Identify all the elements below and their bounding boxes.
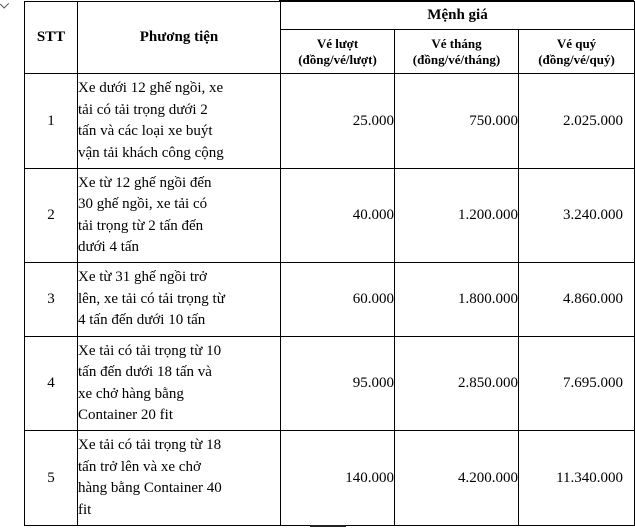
vehicle-line: Xe tải có tải trọng từ 10	[78, 342, 222, 359]
vehicle-line: fit	[78, 501, 92, 518]
header-trip-title: Vé lượt	[316, 35, 359, 51]
vehicle-line: tải trọng từ 2 tấn đến	[78, 217, 204, 234]
vehicle-line: Xe từ 12 ghế ngồi đến	[78, 174, 212, 191]
row-vehicle	[78, 74, 281, 169]
vehicle-line: Xe từ 31 ghế ngồi trở	[78, 269, 207, 286]
row-stt: 1	[25, 74, 78, 169]
vehicle-line: hàng bằng Container 40	[78, 480, 222, 496]
header-denomination: Mệnh giá	[281, 2, 635, 30]
vehicle-line: xe chở hàng bằng	[78, 385, 184, 402]
header-quarter-ticket	[519, 30, 635, 74]
row-month-price: 2.850.000	[395, 337, 519, 431]
table-row	[25, 263, 635, 337]
row-stt: 3	[25, 263, 78, 337]
row-month-price: 1.800.000	[395, 263, 519, 337]
header-quarter-title: Vé quý	[556, 35, 597, 51]
row-month-price: 750.000	[395, 74, 519, 169]
vehicle-line: tấn đến dưới 18 tấn và	[78, 364, 212, 380]
vehicle-line: Xe tải có tải trọng từ 18	[78, 437, 222, 453]
header-vehicle: Phương tiện	[78, 2, 281, 74]
vehicle-line: dưới 4 tấn	[78, 239, 140, 255]
row-trip-price: 40.000	[281, 169, 395, 263]
table-row	[25, 337, 635, 431]
row-trip-price: 95.000	[281, 337, 395, 431]
vehicle-line: tấn trở lên và xe chở	[78, 458, 201, 475]
row-quarter-price: 2.025.000	[519, 74, 635, 169]
row-stt: 4	[25, 337, 78, 431]
row-trip-price: 60.000	[281, 263, 395, 337]
vehicle-line: tấn và các loại xe buýt	[78, 123, 213, 139]
header-month-ticket	[395, 30, 519, 74]
footer-rule	[310, 525, 346, 527]
row-vehicle	[78, 263, 281, 337]
header-month-title: Vé tháng	[431, 35, 482, 51]
vehicle-line: 30 ghế ngồi, xe tải có	[78, 196, 208, 212]
row-trip-price: 140.000	[281, 431, 395, 526]
vehicle-line: lên, xe tải có tải trọng từ	[78, 290, 225, 307]
header-trip-unit: (đồng/vé/lượt)	[298, 51, 377, 67]
vehicle-line: tải có tải trọng dưới 2	[78, 101, 208, 118]
header-quarter-unit: (đồng/vé/quý)	[538, 51, 615, 67]
table-row	[25, 74, 635, 169]
header-trip-ticket	[281, 30, 395, 74]
corner-mark-icon	[0, 0, 9, 9]
row-quarter-price: 7.695.000	[519, 337, 635, 431]
row-quarter-price: 4.860.000	[519, 263, 635, 337]
row-month-price: 4.200.000	[395, 431, 519, 526]
vehicle-line: vận tải khách công cộng	[78, 144, 224, 161]
row-month-price: 1.200.000	[395, 169, 519, 263]
table-row	[25, 431, 635, 526]
vehicle-line: 4 tấn đến dưới 10 tấn	[78, 312, 206, 329]
row-stt: 5	[25, 431, 78, 526]
table-row	[25, 169, 635, 263]
row-vehicle	[78, 337, 281, 431]
vehicle-line: Container 20 fit	[78, 407, 173, 423]
toll-fee-table	[24, 1, 635, 526]
row-stt: 2	[25, 169, 78, 263]
row-quarter-price: 11.340.000	[519, 431, 635, 526]
vehicle-line: Xe dưới 12 ghế ngồi, xe	[78, 80, 224, 96]
row-trip-price: 25.000	[281, 74, 395, 169]
row-vehicle	[78, 431, 281, 526]
header-month-unit: (đồng/vé/tháng)	[412, 51, 501, 67]
row-vehicle	[78, 169, 281, 263]
header-stt: STT	[25, 2, 78, 74]
row-quarter-price: 3.240.000	[519, 169, 635, 263]
